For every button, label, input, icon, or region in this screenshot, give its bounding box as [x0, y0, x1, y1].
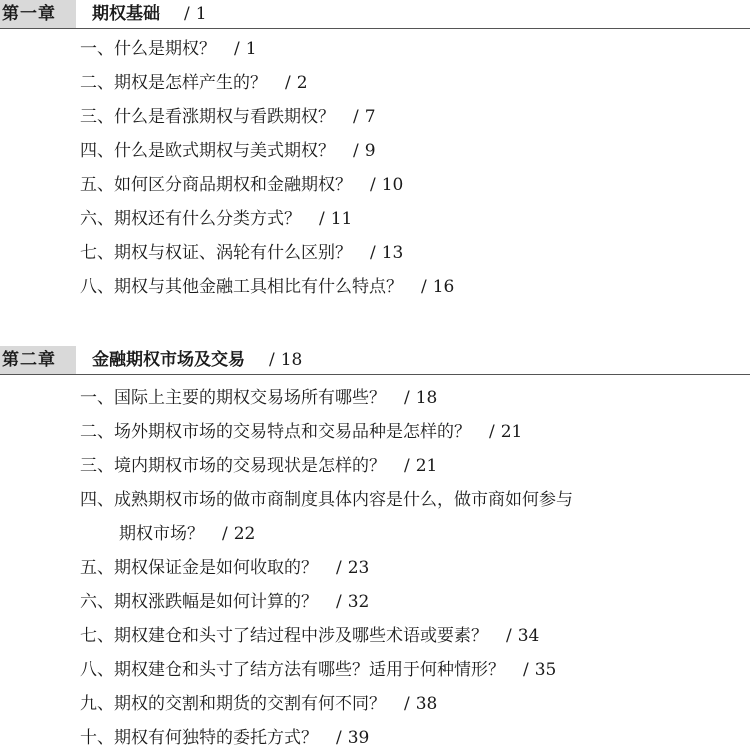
- entry-title: 一、国际上主要的期权交易场所有哪些？: [80, 388, 386, 408]
- page-separator: /: [404, 388, 410, 408]
- entry-title: 七、期权与权证、涡轮有什么区别？: [80, 243, 352, 263]
- entry-page-number: 13: [381, 243, 404, 263]
- entry-page-number: 23: [347, 558, 370, 578]
- toc-entry[interactable]: [0, 721, 750, 755]
- page-separator: /: [336, 592, 342, 612]
- toc-entry[interactable]: [0, 585, 750, 619]
- entry-list: [0, 29, 750, 304]
- page-separator: /: [184, 4, 190, 24]
- toc-entry[interactable]: [0, 449, 750, 483]
- page-separator: /: [404, 456, 410, 476]
- entry-title: 二、场外期权市场的交易特点和交易品种是怎样的？: [80, 422, 471, 442]
- entry-title: 七、期权建仓和头寸了结过程中涉及哪些术语或要素？: [80, 626, 488, 646]
- entry-title: 一、什么是期权？: [80, 39, 216, 59]
- toc-entry[interactable]: [0, 270, 750, 304]
- page-separator: /: [523, 660, 529, 680]
- entry-title: 三、什么是看涨期权与看跌期权？: [80, 107, 335, 127]
- entry-page-number: 2: [296, 73, 308, 93]
- page-separator: /: [269, 350, 275, 370]
- entry-title: 六、期权涨跌幅是如何计算的？: [80, 592, 318, 612]
- entry-title: 八、期权建仓和头寸了结方法有哪些？适用于何种情形？: [80, 660, 505, 680]
- page-separator: /: [285, 73, 291, 93]
- entry-page-number: 18: [415, 388, 438, 408]
- toc-entry-continuation[interactable]: [0, 517, 750, 551]
- entry-page-number: 9: [364, 141, 376, 161]
- toc-entry[interactable]: [0, 100, 750, 134]
- entry-page-number: 38: [415, 694, 438, 714]
- chapter-title: 金融期权市场及交易: [92, 350, 245, 370]
- entry-title: 二、期权是怎样产生的？: [80, 73, 267, 93]
- entry-title: 四、什么是欧式期权与美式期权？: [80, 141, 335, 161]
- entry-page-number: 16: [432, 277, 455, 297]
- entry-list: [0, 375, 750, 755]
- entry-title: 六、期权还有什么分类方式？: [80, 209, 301, 229]
- page-separator: /: [336, 728, 342, 748]
- chapter-section-1: [0, 0, 750, 304]
- toc-entry[interactable]: [0, 483, 750, 517]
- entry-title: 期权市场？: [119, 524, 204, 544]
- entry-page-number: 39: [347, 728, 370, 748]
- toc-entry[interactable]: [0, 381, 750, 415]
- toc-entry[interactable]: [0, 653, 750, 687]
- page-separator: /: [370, 175, 376, 195]
- entry-page-number: 21: [500, 422, 523, 442]
- chapter-section-2: [0, 346, 750, 755]
- chapter-title: 期权基础: [92, 4, 160, 24]
- entry-page-number: 7: [364, 107, 376, 127]
- toc-entry[interactable]: [0, 66, 750, 100]
- entry-title: 五、如何区分商品期权和金融期权？: [80, 175, 352, 195]
- page-separator: /: [370, 243, 376, 263]
- chapter-title-line[interactable]: [92, 346, 302, 374]
- page-separator: /: [506, 626, 512, 646]
- entry-page-number: 32: [347, 592, 370, 612]
- toc-entry[interactable]: [0, 134, 750, 168]
- page-separator: /: [421, 277, 427, 297]
- entry-page-number: 22: [233, 524, 256, 544]
- entry-title: 三、境内期权市场的交易现状是怎样的？: [80, 456, 386, 476]
- chapter-header: [0, 0, 750, 29]
- toc-entry[interactable]: [0, 687, 750, 721]
- toc-entry[interactable]: [0, 551, 750, 585]
- page-separator: /: [319, 209, 325, 229]
- entry-page-number: 10: [381, 175, 404, 195]
- entry-page-number: 34: [517, 626, 540, 646]
- entry-title: 八、期权与其他金融工具相比有什么特点？: [80, 277, 403, 297]
- chapter-label: 第一章: [0, 0, 76, 28]
- toc-entry[interactable]: [0, 168, 750, 202]
- chapter-page-number: 1: [195, 4, 207, 24]
- entry-title: 四、成熟期权市场的做市商制度具体内容是什么，做市商如何参与: [80, 490, 573, 510]
- entry-page-number: 35: [534, 660, 557, 680]
- page-separator: /: [404, 694, 410, 714]
- page-separator: /: [353, 107, 359, 127]
- toc-entry[interactable]: [0, 32, 750, 66]
- toc-entry[interactable]: [0, 415, 750, 449]
- chapter-page-number: 18: [280, 350, 303, 370]
- entry-page-number: 21: [415, 456, 438, 476]
- entry-title: 五、期权保证金是如何收取的？: [80, 558, 318, 578]
- entry-page-number: 1: [245, 39, 257, 59]
- toc-entry[interactable]: [0, 619, 750, 653]
- entry-title: 十、期权有何独特的委托方式？: [80, 728, 318, 748]
- chapter-label: 第二章: [0, 346, 76, 374]
- toc-entry[interactable]: [0, 202, 750, 236]
- entry-page-number: 11: [330, 209, 353, 229]
- chapter-title-line[interactable]: [92, 0, 207, 28]
- page-separator: /: [489, 422, 495, 442]
- page-separator: /: [336, 558, 342, 578]
- toc-entry[interactable]: [0, 236, 750, 270]
- page-separator: /: [353, 141, 359, 161]
- page-separator: /: [222, 524, 228, 544]
- page-separator: /: [234, 39, 240, 59]
- entry-title: 九、期权的交割和期货的交割有何不同？: [80, 694, 386, 714]
- chapter-header: [0, 346, 750, 375]
